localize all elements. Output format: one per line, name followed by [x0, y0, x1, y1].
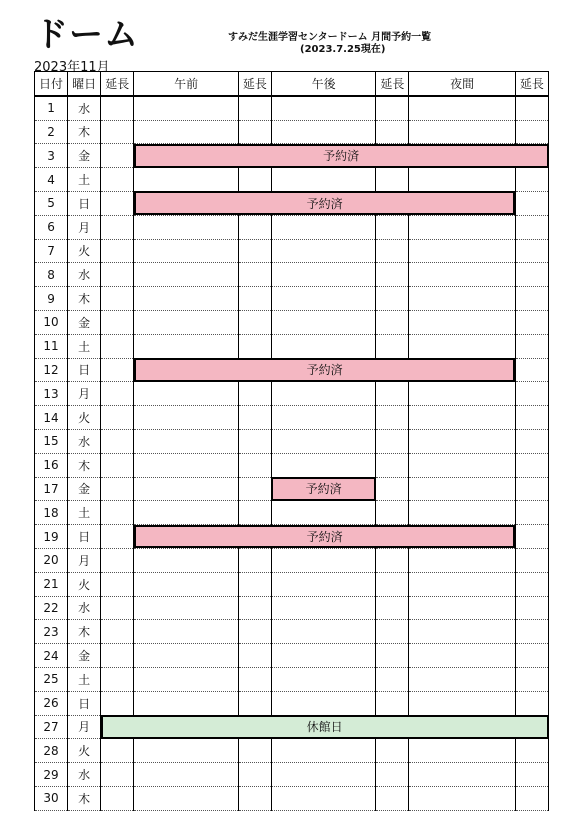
date-cell: 26: [35, 691, 68, 715]
reservation-bar: 予約済: [134, 144, 549, 168]
ext-cell[interactable]: [376, 501, 409, 525]
ext-cell[interactable]: [101, 620, 134, 644]
dow-cell: 木: [68, 453, 101, 477]
ext-cell[interactable]: [515, 406, 548, 430]
dow-cell: 火: [68, 572, 101, 596]
am-cell[interactable]: [134, 548, 238, 572]
night-cell[interactable]: [409, 548, 515, 572]
table-row: [35, 263, 549, 287]
ext-cell[interactable]: [101, 644, 134, 668]
pm-cell[interactable]: [271, 382, 375, 406]
table-row: [35, 96, 549, 120]
pm-cell[interactable]: [271, 644, 375, 668]
pm-cell[interactable]: [271, 786, 375, 810]
ext-cell[interactable]: [515, 191, 548, 215]
am-cell[interactable]: [134, 596, 238, 620]
am-cell[interactable]: [134, 501, 238, 525]
ext-cell[interactable]: [238, 786, 271, 810]
ext-cell[interactable]: [101, 406, 134, 430]
date-cell: 21: [35, 572, 68, 596]
ext-cell[interactable]: [238, 644, 271, 668]
night-cell[interactable]: [409, 215, 515, 239]
pm-cell[interactable]: [271, 691, 375, 715]
date-cell: 18: [35, 501, 68, 525]
dow-cell: 木: [68, 786, 101, 810]
ext-cell[interactable]: [376, 429, 409, 453]
dow-cell: 火: [68, 239, 101, 263]
dow-cell: 月: [68, 215, 101, 239]
ext-cell[interactable]: [101, 572, 134, 596]
table-row: [35, 120, 549, 144]
ext-cell[interactable]: [238, 334, 271, 358]
night-cell[interactable]: [409, 120, 515, 144]
dow-cell: 土: [68, 667, 101, 691]
am-cell[interactable]: [134, 429, 238, 453]
night-cell[interactable]: [409, 786, 515, 810]
ext-cell[interactable]: [238, 429, 271, 453]
ext-cell[interactable]: [515, 382, 548, 406]
ext-cell[interactable]: [376, 310, 409, 334]
date-cell: 16: [35, 453, 68, 477]
date-cell: 7: [35, 239, 68, 263]
am-cell[interactable]: [134, 310, 238, 334]
am-cell[interactable]: [134, 168, 238, 192]
dow-cell: 月: [68, 715, 101, 739]
ext-cell[interactable]: [515, 215, 548, 239]
ext-cell[interactable]: [376, 382, 409, 406]
ext-cell[interactable]: [376, 667, 409, 691]
ext-cell[interactable]: [515, 501, 548, 525]
dow-cell: 金: [68, 477, 101, 501]
date-cell: 28: [35, 739, 68, 763]
pm-cell[interactable]: [271, 548, 375, 572]
ext-cell[interactable]: [376, 406, 409, 430]
night-cell[interactable]: [409, 382, 515, 406]
table-row: [35, 596, 549, 620]
dow-cell: 金: [68, 644, 101, 668]
ext-cell[interactable]: [515, 239, 548, 263]
table-row: [35, 310, 549, 334]
am-cell[interactable]: [134, 763, 238, 787]
date-cell: 5: [35, 191, 68, 215]
night-cell[interactable]: [409, 453, 515, 477]
am-cell[interactable]: [134, 287, 238, 311]
ext-cell[interactable]: [376, 644, 409, 668]
am-cell[interactable]: [134, 667, 238, 691]
ext-cell[interactable]: [376, 239, 409, 263]
schedule-table: [34, 71, 549, 811]
reservation-bar: 予約済: [134, 525, 515, 549]
pm-cell[interactable]: [271, 263, 375, 287]
night-cell[interactable]: [409, 739, 515, 763]
ext-cell[interactable]: [101, 453, 134, 477]
dow-cell: 月: [68, 382, 101, 406]
night-cell[interactable]: [409, 763, 515, 787]
ext-cell[interactable]: [101, 596, 134, 620]
ext-cell[interactable]: [515, 310, 548, 334]
ext-cell[interactable]: [376, 215, 409, 239]
table-row: [35, 763, 549, 787]
date-cell: 3: [35, 144, 68, 168]
night-cell[interactable]: [409, 572, 515, 596]
ext-cell[interactable]: [515, 548, 548, 572]
am-cell[interactable]: [134, 263, 238, 287]
am-cell[interactable]: [134, 572, 238, 596]
night-cell[interactable]: [409, 501, 515, 525]
header-asof: (2023.7.25現在): [300, 44, 386, 55]
table-row: [35, 786, 549, 810]
ext-cell[interactable]: [101, 239, 134, 263]
date-cell: 10: [35, 310, 68, 334]
table-row: [35, 739, 549, 763]
dow-cell: 土: [68, 168, 101, 192]
date-cell: 11: [35, 334, 68, 358]
ext-cell[interactable]: [238, 572, 271, 596]
date-cell: 6: [35, 215, 68, 239]
ext-cell[interactable]: [515, 763, 548, 787]
night-cell[interactable]: [409, 239, 515, 263]
dow-cell: 水: [68, 429, 101, 453]
dow-cell: 木: [68, 287, 101, 311]
ext-cell[interactable]: [376, 596, 409, 620]
table-row: [35, 572, 549, 596]
ext-cell[interactable]: [515, 691, 548, 715]
ext-cell[interactable]: [101, 477, 134, 501]
am-cell[interactable]: [134, 739, 238, 763]
ext-cell[interactable]: [101, 263, 134, 287]
ext-cell[interactable]: [376, 763, 409, 787]
am-cell[interactable]: [134, 334, 238, 358]
date-cell: 20: [35, 548, 68, 572]
pm-cell[interactable]: [271, 310, 375, 334]
ext-cell[interactable]: [515, 287, 548, 311]
ext-cell[interactable]: [101, 382, 134, 406]
ext-cell[interactable]: [515, 168, 548, 192]
ext-cell[interactable]: [376, 620, 409, 644]
table-row: [35, 215, 549, 239]
pm-cell[interactable]: [271, 620, 375, 644]
ext-cell[interactable]: [376, 263, 409, 287]
ext-cell[interactable]: [376, 477, 409, 501]
pm-cell[interactable]: [271, 429, 375, 453]
ext-cell[interactable]: [376, 691, 409, 715]
dow-cell: 土: [68, 334, 101, 358]
ext-cell[interactable]: [376, 572, 409, 596]
dow-cell: 水: [68, 96, 101, 120]
ext-cell[interactable]: [515, 120, 548, 144]
ext-cell[interactable]: [238, 406, 271, 430]
am-cell[interactable]: [134, 239, 238, 263]
ext-cell[interactable]: [101, 287, 134, 311]
date-cell: 23: [35, 620, 68, 644]
night-cell[interactable]: [409, 429, 515, 453]
table-row: [35, 334, 549, 358]
table-row: [35, 382, 549, 406]
night-cell[interactable]: [409, 667, 515, 691]
date-cell: 9: [35, 287, 68, 311]
night-cell[interactable]: [409, 287, 515, 311]
ext-cell[interactable]: [101, 120, 134, 144]
col-header-ext-after-am: 延長: [238, 72, 271, 96]
table-row: [35, 168, 549, 192]
night-cell[interactable]: [409, 334, 515, 358]
am-cell[interactable]: [134, 406, 238, 430]
dow-cell: 日: [68, 691, 101, 715]
night-cell[interactable]: [409, 310, 515, 334]
dow-cell: 月: [68, 548, 101, 572]
dow-cell: 日: [68, 358, 101, 382]
pm-cell[interactable]: [271, 215, 375, 239]
ext-cell[interactable]: [515, 263, 548, 287]
table-row: [35, 406, 549, 430]
pm-cell[interactable]: [271, 239, 375, 263]
am-cell[interactable]: [134, 96, 238, 120]
ext-cell[interactable]: [101, 96, 134, 120]
am-cell[interactable]: [134, 477, 238, 501]
col-header-date: 日付: [35, 72, 68, 96]
ext-cell[interactable]: [515, 429, 548, 453]
ext-cell[interactable]: [238, 96, 271, 120]
am-cell[interactable]: [134, 120, 238, 144]
date-cell: 8: [35, 263, 68, 287]
ext-cell[interactable]: [376, 168, 409, 192]
night-cell[interactable]: [409, 477, 515, 501]
table-row: [35, 548, 549, 572]
ext-cell[interactable]: [515, 739, 548, 763]
table-row: [35, 501, 549, 525]
ext-cell[interactable]: [101, 191, 134, 215]
dow-cell: 水: [68, 263, 101, 287]
ext-cell[interactable]: [238, 667, 271, 691]
closed-day-bar: 休館日: [101, 715, 549, 739]
table-row: [35, 620, 549, 644]
night-cell[interactable]: [409, 168, 515, 192]
ext-cell[interactable]: [238, 691, 271, 715]
dow-cell: 日: [68, 525, 101, 549]
ext-cell[interactable]: [101, 310, 134, 334]
am-cell[interactable]: [134, 382, 238, 406]
pm-cell[interactable]: [271, 287, 375, 311]
ext-cell[interactable]: [101, 739, 134, 763]
date-cell: 15: [35, 429, 68, 453]
reservation-bar: 予約済: [271, 477, 375, 501]
ext-cell[interactable]: [515, 334, 548, 358]
ext-cell[interactable]: [101, 548, 134, 572]
page-title: ドーム: [34, 15, 139, 55]
ext-cell[interactable]: [101, 168, 134, 192]
pm-cell[interactable]: [271, 739, 375, 763]
am-cell[interactable]: [134, 691, 238, 715]
ext-cell[interactable]: [101, 691, 134, 715]
dow-cell: 土: [68, 501, 101, 525]
ext-cell[interactable]: [376, 334, 409, 358]
date-cell: 17: [35, 477, 68, 501]
col-header-ext-after-pm: 延長: [376, 72, 409, 96]
ext-cell[interactable]: [101, 429, 134, 453]
col-header-pm: 午後: [271, 72, 375, 96]
ext-cell[interactable]: [515, 596, 548, 620]
pm-cell[interactable]: [271, 596, 375, 620]
date-cell: 25: [35, 667, 68, 691]
pm-cell[interactable]: [271, 453, 375, 477]
date-cell: 19: [35, 525, 68, 549]
ext-cell[interactable]: [376, 96, 409, 120]
ext-cell[interactable]: [238, 477, 271, 501]
ext-cell[interactable]: [515, 525, 548, 549]
col-header-dow: 曜日: [68, 72, 101, 96]
ext-cell[interactable]: [515, 667, 548, 691]
dow-cell: 金: [68, 144, 101, 168]
pm-cell[interactable]: [271, 168, 375, 192]
ext-cell[interactable]: [238, 263, 271, 287]
ext-cell[interactable]: [101, 786, 134, 810]
am-cell[interactable]: [134, 215, 238, 239]
table-row: [35, 453, 549, 477]
ext-cell[interactable]: [238, 287, 271, 311]
night-cell[interactable]: [409, 620, 515, 644]
pm-cell[interactable]: [271, 667, 375, 691]
dow-cell: 木: [68, 620, 101, 644]
ext-cell[interactable]: [101, 358, 134, 382]
dow-cell: 日: [68, 191, 101, 215]
pm-cell[interactable]: [271, 572, 375, 596]
month-label: 2023年11月: [34, 60, 110, 75]
reservation-bar: 予約済: [134, 358, 515, 382]
ext-cell[interactable]: [238, 501, 271, 525]
ext-cell[interactable]: [238, 239, 271, 263]
night-cell[interactable]: [409, 263, 515, 287]
pm-cell[interactable]: [271, 96, 375, 120]
date-cell: 13: [35, 382, 68, 406]
dow-cell: 水: [68, 596, 101, 620]
date-cell: 4: [35, 168, 68, 192]
ext-cell[interactable]: [376, 120, 409, 144]
dow-cell: 火: [68, 406, 101, 430]
date-cell: 24: [35, 644, 68, 668]
date-cell: 22: [35, 596, 68, 620]
col-header-ext-after-night: 延長: [515, 72, 548, 96]
pm-cell[interactable]: [271, 763, 375, 787]
header-row: [35, 72, 549, 96]
night-cell[interactable]: [409, 406, 515, 430]
table-row: [35, 667, 549, 691]
date-cell: 30: [35, 786, 68, 810]
ext-cell[interactable]: [238, 382, 271, 406]
table-row: [35, 287, 549, 311]
night-cell[interactable]: [409, 691, 515, 715]
ext-cell[interactable]: [101, 334, 134, 358]
date-cell: 1: [35, 96, 68, 120]
table-row: [35, 239, 549, 263]
ext-cell[interactable]: [515, 453, 548, 477]
ext-cell[interactable]: [238, 168, 271, 192]
pm-cell[interactable]: [271, 120, 375, 144]
date-cell: 12: [35, 358, 68, 382]
ext-cell[interactable]: [238, 310, 271, 334]
reservation-bar: 予約済: [134, 191, 515, 215]
ext-cell[interactable]: [238, 739, 271, 763]
date-cell: 27: [35, 715, 68, 739]
dow-cell: 木: [68, 120, 101, 144]
ext-cell[interactable]: [101, 215, 134, 239]
dow-cell: 水: [68, 763, 101, 787]
ext-cell[interactable]: [515, 358, 548, 382]
ext-cell[interactable]: [515, 786, 548, 810]
col-header-am: 午前: [134, 72, 238, 96]
pm-cell[interactable]: [271, 334, 375, 358]
date-cell: 29: [35, 763, 68, 787]
ext-cell[interactable]: [515, 96, 548, 120]
ext-cell[interactable]: [515, 477, 548, 501]
ext-cell[interactable]: [376, 786, 409, 810]
pm-cell[interactable]: [271, 501, 375, 525]
table-row: [35, 429, 549, 453]
col-header-night: 夜間: [409, 72, 515, 96]
am-cell[interactable]: [134, 644, 238, 668]
night-cell[interactable]: [409, 644, 515, 668]
ext-cell[interactable]: [238, 620, 271, 644]
night-cell[interactable]: [409, 596, 515, 620]
col-header-ext-before-am: 延長: [101, 72, 134, 96]
dow-cell: 金: [68, 310, 101, 334]
ext-cell[interactable]: [515, 644, 548, 668]
ext-cell[interactable]: [376, 739, 409, 763]
ext-cell[interactable]: [376, 287, 409, 311]
ext-cell[interactable]: [515, 572, 548, 596]
date-cell: 14: [35, 406, 68, 430]
ext-cell[interactable]: [101, 501, 134, 525]
ext-cell[interactable]: [238, 596, 271, 620]
dow-cell: 火: [68, 739, 101, 763]
night-cell[interactable]: [409, 96, 515, 120]
date-cell: 2: [35, 120, 68, 144]
ext-cell[interactable]: [376, 453, 409, 477]
am-cell[interactable]: [134, 453, 238, 477]
pm-cell[interactable]: [271, 406, 375, 430]
ext-cell[interactable]: [238, 548, 271, 572]
am-cell[interactable]: [134, 620, 238, 644]
header-title: すみだ生涯学習センタードーム 月間予約一覧: [228, 32, 432, 43]
ext-cell[interactable]: [376, 548, 409, 572]
ext-cell[interactable]: [238, 763, 271, 787]
ext-cell[interactable]: [101, 525, 134, 549]
ext-cell[interactable]: [238, 215, 271, 239]
table-row: [35, 644, 549, 668]
ext-cell[interactable]: [101, 144, 134, 168]
table-row: [35, 691, 549, 715]
ext-cell[interactable]: [101, 763, 134, 787]
am-cell[interactable]: [134, 786, 238, 810]
ext-cell[interactable]: [515, 620, 548, 644]
ext-cell[interactable]: [238, 453, 271, 477]
ext-cell[interactable]: [101, 667, 134, 691]
ext-cell[interactable]: [238, 120, 271, 144]
